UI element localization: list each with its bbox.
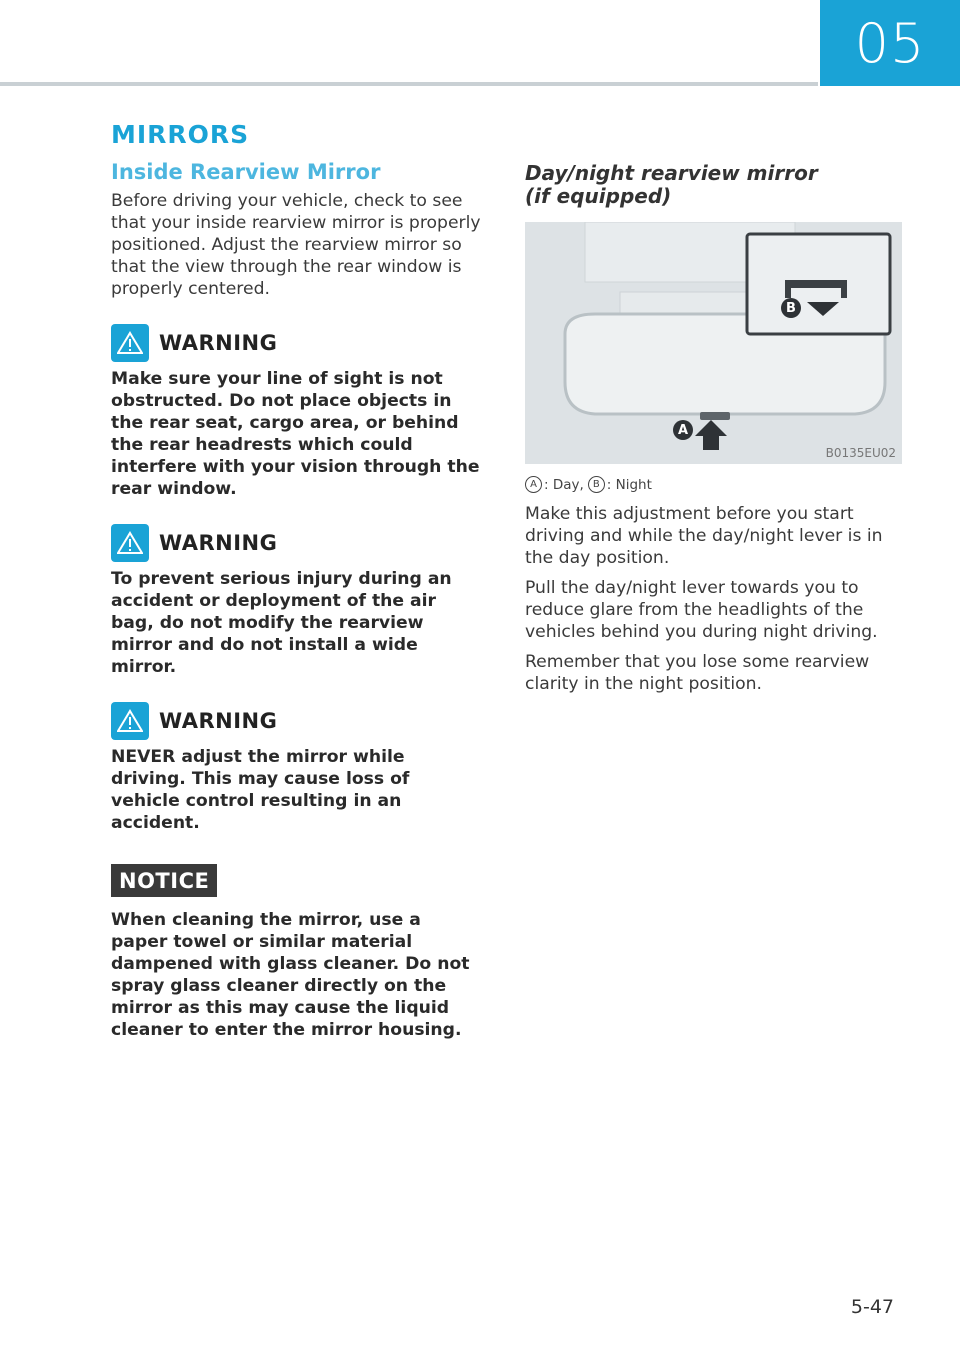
warning-label: WARNING [159,331,278,355]
paragraph-1: Make this adjustment before you start driving and while the day/night lever is in the day position. [525,504,883,568]
chapter-tab: 05 [820,0,960,86]
figure-code: B0135EU02 [825,446,896,460]
figure-caption [525,476,905,493]
figure-heading [525,162,905,208]
warning-header-3 [111,702,483,740]
warning-label: WARNING [159,709,278,733]
warning-text-2: To prevent serious injury during an accident or deployment of the air bag, do not modify the rearview mirror and do not install a wide mirror. [111,569,452,677]
warning-label: WARNING [159,531,278,555]
warning-triangle-icon [111,524,149,562]
label-a-marker: A [673,420,693,440]
caption-b-text: : Night [606,476,652,493]
section-title: MIRRORS [111,120,250,149]
notice-text: When cleaning the mirror, use a paper towel or similar material dampened with glass cleaner. Do not spray glass cleaner directly on the mirror as this may cause the liquid cleaner to enter the mirror housing. [111,910,470,1040]
page-number: 5-47 [850,1296,894,1318]
warning-triangle-icon [111,324,149,362]
intro-paragraph: Before driving your vehicle, check to see that your inside rearview mirror is properly positioned. Adjust the rearview mirror so that the view through the rear window is properly centered. [111,191,481,299]
figure-heading-line2: (if equipped) [525,184,672,208]
notice-badge: NOTICE [111,864,217,897]
subsection-title: Inside Rearview Mirror [111,160,381,184]
left-column [111,160,483,1041]
caption-a-symbol: A [525,476,542,493]
mirror-drawing [525,222,902,464]
paragraph-3: Remember that you lose some rearview clarity in the night position. [525,652,870,694]
figure-heading-line1: Day/night rearview mirror [525,161,818,185]
warning-header-1 [111,324,483,362]
header-rule [0,82,818,86]
paragraph-2: Pull the day/night lever towards you to reduce glare from the headlights of the vehicles behind you during night driving. [525,578,878,642]
warning-text-3: NEVER adjust the mirror while driving. This may cause loss of vehicle control resulting in an accident. [111,747,410,833]
caption-a-text: : Day, [544,476,584,493]
right-column [525,162,905,703]
warning-triangle-icon [111,702,149,740]
caption-b-symbol: B [588,476,605,493]
warning-text-1: Make sure your line of sight is not obstructed. Do not place objects in the rear seat, cargo area, or behind the rear headrests which could interfere with your vision through the rear window. [111,369,480,499]
mirror-illustration [525,222,902,464]
warning-header-2 [111,524,483,562]
label-b-marker: B [781,298,801,318]
